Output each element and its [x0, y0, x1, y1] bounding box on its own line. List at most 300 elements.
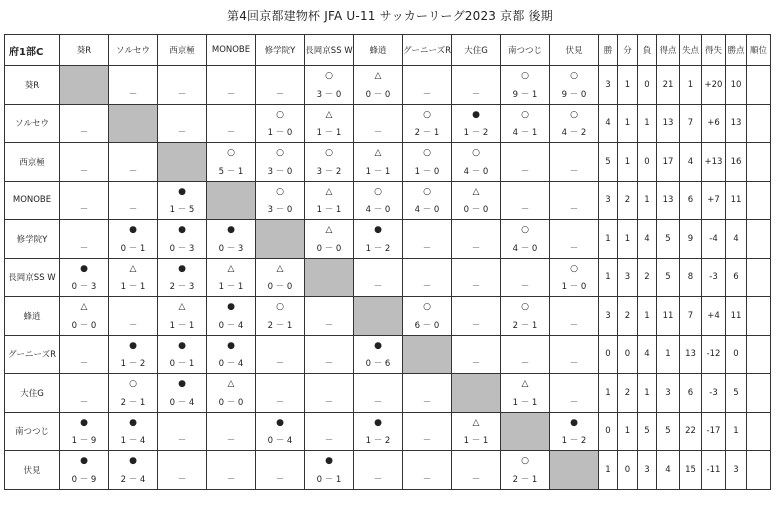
match-score: 0 － 1: [169, 359, 195, 369]
result-mark: △: [227, 263, 235, 274]
stat-cell: 7: [680, 104, 702, 143]
row-team-name: MONOBE: [5, 181, 60, 220]
match-score: 0 － 4: [169, 397, 195, 408]
stat-cell: 2: [618, 297, 638, 336]
self-match-cell: [256, 220, 305, 259]
match-result-cell: [60, 181, 109, 220]
match-score: －: [569, 243, 579, 254]
match-score: 3 － 0: [316, 89, 342, 100]
table-row: [5, 104, 771, 143]
match-score: －: [275, 397, 285, 408]
stat-cell: 3: [599, 66, 618, 105]
match-result-cell: [452, 181, 501, 220]
table-row: [5, 297, 771, 336]
match-score: －: [226, 474, 236, 485]
match-result-cell: [256, 335, 305, 374]
result-mark: ●: [178, 225, 186, 235]
result-mark: ●: [129, 340, 137, 351]
match-score: －: [324, 320, 334, 331]
stat-cell: 5: [657, 220, 680, 259]
result-mark: ○: [276, 148, 284, 158]
match-result-cell: [501, 451, 550, 490]
results-body: [5, 66, 771, 490]
match-score: －: [520, 282, 530, 292]
stat-cell: 6: [680, 374, 702, 413]
stat-cell: -17: [702, 412, 726, 451]
match-score: －: [422, 474, 432, 485]
match-result-cell: [403, 181, 452, 220]
match-score: 0 － 3: [169, 243, 195, 254]
stat-cell: 3: [657, 374, 680, 413]
group-label: 府1部C: [5, 35, 60, 66]
match-score: －: [569, 320, 579, 331]
match-score: 9 － 1: [512, 89, 538, 100]
stat-cell: [747, 181, 771, 220]
result-mark: △: [472, 417, 480, 428]
stat-cell: 1: [638, 104, 657, 143]
self-match-cell: [501, 412, 550, 451]
result-mark: ●: [276, 417, 284, 428]
result-mark: ○: [570, 109, 578, 120]
match-result-cell: [256, 451, 305, 490]
stat-cell: 0: [618, 451, 638, 490]
row-team-name: 長岡京SS W: [5, 258, 60, 297]
stat-cell: 4: [638, 335, 657, 374]
match-score: 0 － 0: [267, 282, 293, 292]
match-score: －: [128, 166, 138, 177]
match-result-cell: [60, 258, 109, 297]
stat-cell: [747, 297, 771, 336]
stat-cell: 1: [638, 181, 657, 220]
match-score: －: [373, 128, 383, 138]
match-score: －: [520, 359, 530, 369]
match-result-cell: [501, 297, 550, 336]
match-result-cell: [403, 258, 452, 297]
match-score: 3 － 0: [267, 205, 293, 215]
match-score: －: [324, 359, 334, 369]
stat-cell: 9: [680, 220, 702, 259]
row-team-name: 蜂逍: [5, 297, 60, 336]
column-header-team: 葵R: [60, 35, 109, 66]
stat-cell: 1: [599, 258, 618, 297]
stat-cell: 3: [726, 451, 747, 490]
row-team-name: 西京極: [5, 143, 60, 182]
stat-cell: 0: [618, 335, 638, 374]
match-result-cell: [60, 374, 109, 413]
match-score: 0 － 0: [71, 320, 97, 331]
stat-cell: 8: [680, 258, 702, 297]
stat-cell: +4: [702, 297, 726, 336]
stat-cell: [747, 412, 771, 451]
match-result-cell: [452, 335, 501, 374]
result-mark: ●: [374, 340, 382, 351]
result-mark: ○: [325, 148, 333, 158]
match-score: －: [373, 474, 383, 485]
result-mark: ●: [227, 302, 235, 312]
match-result-cell: [109, 66, 158, 105]
stat-cell: 5: [657, 412, 680, 451]
match-result-cell: [207, 143, 256, 182]
match-result-cell: [501, 181, 550, 220]
result-mark: ●: [80, 263, 88, 274]
match-score: 2 － 3: [169, 282, 195, 292]
table-row: [5, 66, 771, 105]
match-result-cell: [158, 258, 207, 297]
stat-cell: 3: [599, 297, 618, 336]
match-result-cell: [550, 297, 599, 336]
match-result-cell: [354, 412, 403, 451]
match-score: 0 － 4: [218, 359, 244, 369]
match-score: 1 － 1: [316, 205, 342, 215]
match-result-cell: [403, 297, 452, 336]
match-score: －: [79, 359, 89, 369]
match-result-cell: [207, 297, 256, 336]
stat-cell: +7: [702, 181, 726, 220]
match-score: 0 － 0: [218, 397, 244, 408]
row-team-name: 伏見: [5, 451, 60, 490]
match-score: －: [471, 320, 481, 331]
stat-cell: 1: [657, 335, 680, 374]
table-row: [5, 181, 771, 220]
result-mark: ○: [276, 302, 284, 312]
stat-cell: -11: [702, 451, 726, 490]
match-score: 2 － 1: [414, 128, 440, 138]
match-result-cell: [550, 220, 599, 259]
self-match-cell: [60, 66, 109, 105]
stat-cell: 3: [618, 258, 638, 297]
match-score: －: [177, 474, 187, 485]
result-mark: ●: [178, 379, 186, 389]
match-result-cell: [158, 412, 207, 451]
match-result-cell: [452, 104, 501, 143]
stat-cell: 4: [599, 104, 618, 143]
table-row: [5, 143, 771, 182]
match-result-cell: [60, 104, 109, 143]
result-mark: △: [374, 148, 382, 158]
stat-cell: +20: [702, 66, 726, 105]
match-result-cell: [501, 143, 550, 182]
match-result-cell: [501, 104, 550, 143]
stat-cell: 11: [726, 181, 747, 220]
match-result-cell: [305, 220, 354, 259]
self-match-cell: [452, 374, 501, 413]
match-result-cell: [60, 220, 109, 259]
stat-cell: 15: [680, 451, 702, 490]
match-result-cell: [550, 181, 599, 220]
match-score: 1 － 0: [414, 166, 440, 177]
column-header-stat: 順位: [747, 35, 771, 66]
match-result-cell: [158, 66, 207, 105]
stat-cell: 1: [618, 66, 638, 105]
match-score: －: [373, 397, 383, 408]
match-score: －: [79, 166, 89, 177]
match-result-cell: [403, 374, 452, 413]
result-mark: ●: [570, 417, 578, 428]
match-score: －: [79, 243, 89, 254]
match-result-cell: [256, 258, 305, 297]
match-result-cell: [550, 335, 599, 374]
match-score: －: [471, 243, 481, 254]
match-score: 9 － 0: [561, 89, 587, 100]
match-score: 1 － 1: [169, 320, 195, 331]
match-score: 2 － 1: [267, 320, 293, 331]
match-result-cell: [452, 297, 501, 336]
stat-cell: 3: [599, 181, 618, 220]
header-row: [5, 35, 771, 66]
stat-cell: 1: [618, 412, 638, 451]
match-result-cell: [158, 451, 207, 490]
stat-cell: 2: [638, 258, 657, 297]
stat-cell: 1: [599, 220, 618, 259]
stat-cell: 4: [638, 220, 657, 259]
match-score: －: [79, 397, 89, 408]
match-result-cell: [501, 258, 550, 297]
match-result-cell: [109, 335, 158, 374]
match-score: －: [128, 320, 138, 331]
match-score: －: [79, 205, 89, 215]
match-result-cell: [207, 66, 256, 105]
match-score: 4 － 0: [414, 205, 440, 215]
stat-cell: 3: [638, 451, 657, 490]
match-score: －: [422, 397, 432, 408]
self-match-cell: [305, 258, 354, 297]
table-row: [5, 335, 771, 374]
page-title: 第4回京都建物杯 JFA U-11 サッカーリーグ2023 京都 後期: [227, 9, 553, 23]
result-mark: ○: [521, 109, 529, 120]
column-header-stat: 分: [618, 35, 638, 66]
self-match-cell: [109, 104, 158, 143]
stat-cell: [747, 66, 771, 105]
match-result-cell: [403, 104, 452, 143]
match-result-cell: [501, 66, 550, 105]
stat-cell: +13: [702, 143, 726, 182]
match-score: －: [275, 359, 285, 369]
match-score: －: [177, 128, 187, 138]
match-score: 0 － 3: [71, 282, 97, 292]
match-score: 1 － 1: [316, 128, 342, 138]
match-result-cell: [354, 181, 403, 220]
stat-cell: 1: [618, 220, 638, 259]
result-mark: ○: [374, 186, 382, 197]
match-score: －: [520, 205, 530, 215]
match-score: 1 － 2: [120, 359, 146, 369]
match-score: 4 － 1: [512, 128, 538, 138]
match-result-cell: [305, 66, 354, 105]
match-result-cell: [354, 104, 403, 143]
stat-cell: 5: [657, 258, 680, 297]
match-score: －: [569, 205, 579, 215]
match-score: －: [422, 282, 432, 292]
match-score: －: [569, 397, 579, 408]
match-result-cell: [354, 143, 403, 182]
result-mark: △: [129, 263, 137, 274]
match-result-cell: [60, 297, 109, 336]
row-team-name: 修学院Y: [5, 220, 60, 259]
column-header-team: 長岡京SS W: [305, 35, 354, 66]
match-result-cell: [207, 451, 256, 490]
column-header-team: 西京極: [158, 35, 207, 66]
match-score: 1 － 0: [561, 282, 587, 292]
match-score: 0 － 0: [365, 89, 391, 100]
match-result-cell: [501, 374, 550, 413]
match-score: －: [471, 282, 481, 292]
result-mark: ○: [521, 302, 529, 312]
match-result-cell: [256, 104, 305, 143]
match-result-cell: [550, 143, 599, 182]
match-result-cell: [452, 143, 501, 182]
match-score: 0 － 4: [267, 436, 293, 446]
stat-cell: 1: [618, 143, 638, 182]
stat-cell: [747, 451, 771, 490]
match-result-cell: [256, 297, 305, 336]
match-score: －: [471, 474, 481, 485]
match-result-cell: [256, 374, 305, 413]
stat-cell: 6: [726, 258, 747, 297]
match-score: 6 － 0: [414, 320, 440, 331]
match-result-cell: [305, 374, 354, 413]
match-score: －: [226, 128, 236, 138]
stat-cell: 1: [638, 374, 657, 413]
match-result-cell: [354, 335, 403, 374]
match-result-cell: [452, 220, 501, 259]
match-score: 4 － 0: [512, 243, 538, 254]
match-result-cell: [158, 297, 207, 336]
match-result-cell: [354, 66, 403, 105]
match-result-cell: [60, 335, 109, 374]
result-mark: ●: [80, 456, 88, 466]
match-result-cell: [109, 143, 158, 182]
match-score: －: [275, 89, 285, 100]
result-mark: ●: [129, 417, 137, 428]
match-score: －: [226, 436, 236, 446]
result-mark: △: [325, 186, 333, 197]
match-result-cell: [158, 181, 207, 220]
stat-cell: 11: [726, 297, 747, 336]
table-row: [5, 451, 771, 490]
match-result-cell: [403, 220, 452, 259]
stat-cell: 1: [638, 297, 657, 336]
result-mark: ●: [374, 417, 382, 428]
row-team-name: 葵R: [5, 66, 60, 105]
column-header-team: 伏見: [550, 35, 599, 66]
match-score: －: [569, 166, 579, 177]
stat-cell: 6: [680, 181, 702, 220]
stat-cell: 21: [657, 66, 680, 105]
stat-cell: [747, 104, 771, 143]
match-result-cell: [207, 104, 256, 143]
result-mark: △: [472, 186, 480, 197]
result-mark: △: [521, 379, 529, 389]
column-header-stat: 勝点: [726, 35, 747, 66]
match-result-cell: [501, 220, 550, 259]
match-score: 2 － 4: [120, 474, 146, 485]
stat-cell: 0: [599, 412, 618, 451]
match-result-cell: [550, 66, 599, 105]
stat-cell: 13: [726, 104, 747, 143]
result-mark: △: [80, 302, 88, 312]
match-score: 1 － 2: [365, 436, 391, 446]
match-result-cell: [109, 181, 158, 220]
stat-cell: [747, 335, 771, 374]
match-score: －: [226, 89, 236, 100]
match-result-cell: [452, 258, 501, 297]
stat-cell: -3: [702, 258, 726, 297]
match-score: 0 － 9: [71, 474, 97, 485]
column-header-team: 南つつじ: [501, 35, 550, 66]
result-mark: ○: [276, 186, 284, 197]
table-row: [5, 220, 771, 259]
match-score: －: [79, 128, 89, 138]
result-mark: △: [325, 109, 333, 120]
match-score: 1 － 9: [71, 436, 97, 446]
match-score: 1 － 1: [512, 397, 538, 408]
row-team-name: ソルセウ: [5, 104, 60, 143]
column-header-stat: 得点: [657, 35, 680, 66]
result-mark: ○: [423, 109, 431, 120]
result-mark: ○: [276, 109, 284, 120]
stat-cell: 4: [657, 451, 680, 490]
match-result-cell: [256, 143, 305, 182]
match-score: 1 － 1: [120, 282, 146, 292]
match-result-cell: [109, 297, 158, 336]
match-score: 0 － 1: [316, 474, 342, 485]
match-score: 1 － 4: [120, 436, 146, 446]
match-result-cell: [452, 412, 501, 451]
stat-cell: 1: [726, 412, 747, 451]
result-mark: ○: [227, 148, 235, 158]
match-result-cell: [109, 258, 158, 297]
match-score: －: [422, 436, 432, 446]
table-row: [5, 258, 771, 297]
stat-cell: -12: [702, 335, 726, 374]
match-result-cell: [305, 412, 354, 451]
match-score: －: [177, 436, 187, 446]
stat-cell: [747, 374, 771, 413]
match-result-cell: [305, 181, 354, 220]
stat-cell: 13: [680, 335, 702, 374]
stat-cell: -3: [702, 374, 726, 413]
result-mark: ○: [129, 379, 137, 389]
result-mark: ○: [423, 302, 431, 312]
stat-cell: 10: [726, 66, 747, 105]
match-score: 0 － 3: [218, 243, 244, 254]
stat-cell: [747, 143, 771, 182]
match-result-cell: [158, 374, 207, 413]
stat-cell: 17: [657, 143, 680, 182]
stat-cell: 0: [599, 335, 618, 374]
match-result-cell: [452, 451, 501, 490]
match-result-cell: [403, 66, 452, 105]
match-score: －: [324, 397, 334, 408]
match-result-cell: [550, 374, 599, 413]
result-mark: ○: [570, 263, 578, 274]
match-score: －: [373, 282, 383, 292]
match-score: 4 － 0: [463, 166, 489, 177]
match-score: 3 － 2: [316, 166, 342, 177]
match-result-cell: [60, 412, 109, 451]
match-score: －: [177, 89, 187, 100]
match-result-cell: [354, 451, 403, 490]
match-score: －: [275, 474, 285, 485]
result-mark: ○: [521, 71, 529, 81]
self-match-cell: [354, 297, 403, 336]
result-mark: ●: [178, 340, 186, 351]
stat-cell: 5: [726, 374, 747, 413]
stat-cell: 13: [657, 181, 680, 220]
stat-cell: [747, 220, 771, 259]
stat-cell: -4: [702, 220, 726, 259]
stat-cell: 1: [599, 374, 618, 413]
